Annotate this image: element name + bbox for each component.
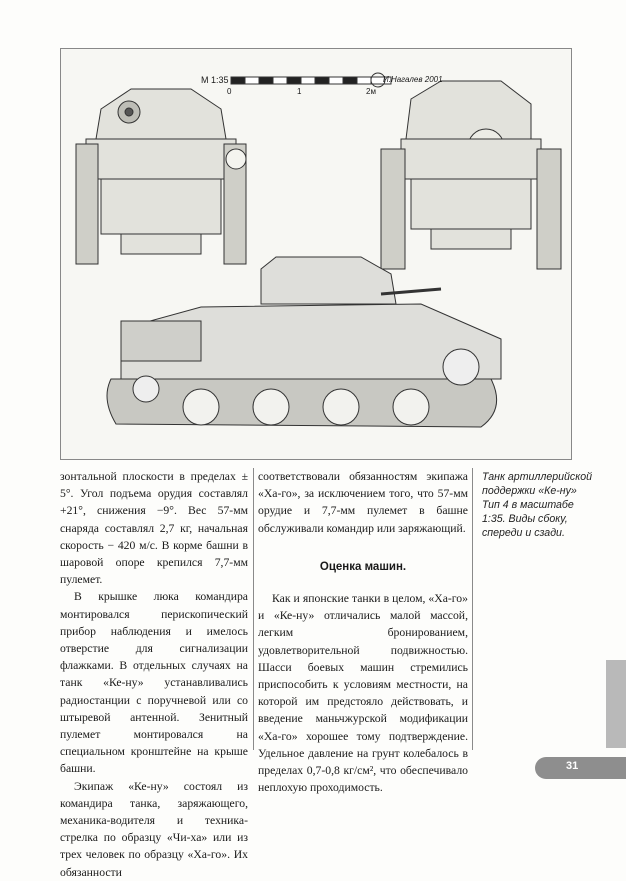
paragraph: Как и японские танки в целом, «Ха-го» и «Ке-ну» отличались малой массой, легким бронированием, удовлетворительной подвижностью. Шасси боевых машин стремились приспособить к условиям местности, на которой им предстояло действовать, и введение маньчжурской модификации «Ха-го» хорошее тому подтверждение. Удельное давление на грунт колебалось в пределах 0,7-0,8 кг/см², что обеспечивало неплохую проходимость. [258, 592, 468, 795]
tank-drawing-figure [60, 48, 572, 460]
scale-label: М 1:35 [201, 75, 229, 85]
paragraph: В крышке люка командира монтировался перископический прибор наблюдения и имелось отверстие для сигнализации флажками. В отдельных случаях на танк «Ке-ну» устанавливались радиостанции с поручневой или со штыревой антенной. Зенитный пулемет монтировался на специальном кронштейне на крыше башни. [60, 590, 248, 776]
column-rule-right [472, 468, 473, 750]
section-heading: Оценка машин. [319, 560, 407, 573]
tank-front-view [76, 89, 246, 264]
scale-tick-2: 2м [366, 87, 376, 96]
tank-rear-view [381, 81, 561, 269]
paragraph: соответствовали обязанностям экипажа «Ха-го», за исключением того, что 57-мм орудие и 7,7-мм пулемет в башне обслуживали командир или заряжающий. [258, 470, 468, 535]
column-rule-left [253, 468, 254, 750]
tank-blueprint [61, 49, 571, 459]
page-number: 31 [566, 760, 579, 772]
scale-bar [231, 73, 391, 87]
artist-signature: И.Нагалев 2001 [383, 75, 443, 84]
paragraph: Экипаж «Ке-ну» состоял из командира танка, заряжающего, механика-водителя и техника-стрелка по образцу «Чи-ха» или из трех человек по образцу «Ха-го». Их обязанности [60, 779, 248, 879]
paragraph: зонтальной плоскости в пределах ± 5°. Угол подъема орудия составлял +21°, снижения −9°. Вес 57-мм снаряда составлял 2,7 кг, начальная скорость − 420 м/с. В корме башни в шаровой опоре крепился 7,7-мм пулемет. [60, 470, 248, 587]
text-column-middle [258, 468, 468, 796]
page-number-tab [535, 757, 626, 779]
tank-side-view [107, 257, 501, 427]
side-tab [606, 660, 626, 748]
figure-caption: Танк артиллерийской поддержки «Ке-ну» Тип 4 в масштабе 1:35. Виды сбоку, спереди и сзади. [482, 471, 593, 539]
scale-tick-0: 0 [227, 87, 232, 96]
text-column-left [60, 468, 248, 881]
scale-tick-1: 1 [297, 87, 302, 96]
